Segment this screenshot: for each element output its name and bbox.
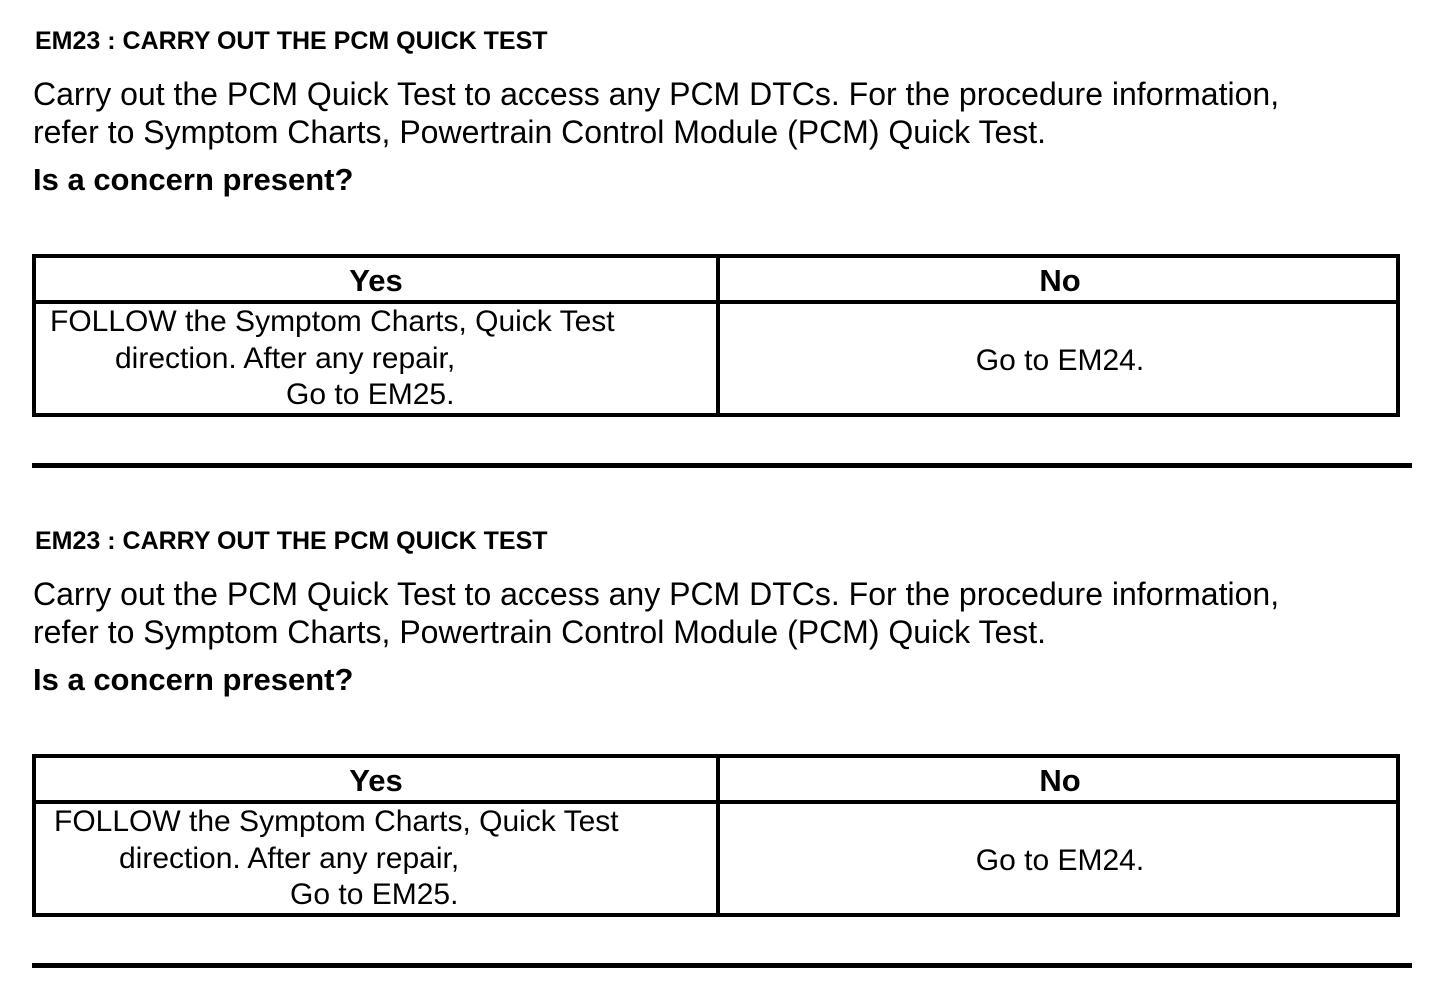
yes-action-line-2: direction. After any repair, — [115, 342, 456, 375]
decision-table — [32, 754, 1400, 917]
instruction-line-1: Carry out the PCM Quick Test to access any PCM DTCs. For the procedure information, — [33, 76, 1280, 112]
instruction-line-2: refer to Symptom Charts, Powertrain Control Module (PCM) Quick Test. — [33, 114, 1047, 150]
section-divider — [32, 463, 1412, 468]
no-action-cell: Go to EM24. — [975, 344, 1145, 377]
step-instructions — [33, 575, 1279, 651]
step-title: EM23 : CARRY OUT THE PCM QUICK TEST — [35, 27, 548, 55]
yes-action-cell — [36, 304, 716, 417]
yes-action-line-1: FOLLOW the Symptom Charts, Quick Test — [50, 305, 615, 338]
no-header: No — [1039, 763, 1081, 798]
step-instructions — [33, 75, 1279, 151]
yes-action-line-2: direction. After any repair, — [119, 842, 460, 875]
yes-action-line-3: Go to EM25. — [290, 878, 459, 911]
step-question: Is a concern present? — [33, 662, 354, 697]
yes-action-cell — [36, 804, 716, 917]
yes-header: Yes — [349, 763, 403, 798]
step-question: Is a concern present? — [33, 162, 354, 197]
yes-action-line-1: FOLLOW the Symptom Charts, Quick Test — [54, 805, 619, 838]
test-step-section-2 — [0, 500, 1456, 1000]
no-header: No — [1039, 263, 1081, 298]
section-divider — [32, 963, 1412, 968]
step-title: EM23 : CARRY OUT THE PCM QUICK TEST — [35, 527, 548, 555]
no-action-cell: Go to EM24. — [975, 844, 1145, 877]
yes-header: Yes — [349, 263, 403, 298]
decision-table — [32, 254, 1400, 417]
yes-action-line-3: Go to EM25. — [286, 378, 455, 411]
instruction-line-2: refer to Symptom Charts, Powertrain Control Module (PCM) Quick Test. — [33, 614, 1047, 650]
instruction-line-1: Carry out the PCM Quick Test to access any PCM DTCs. For the procedure information, — [33, 576, 1280, 612]
